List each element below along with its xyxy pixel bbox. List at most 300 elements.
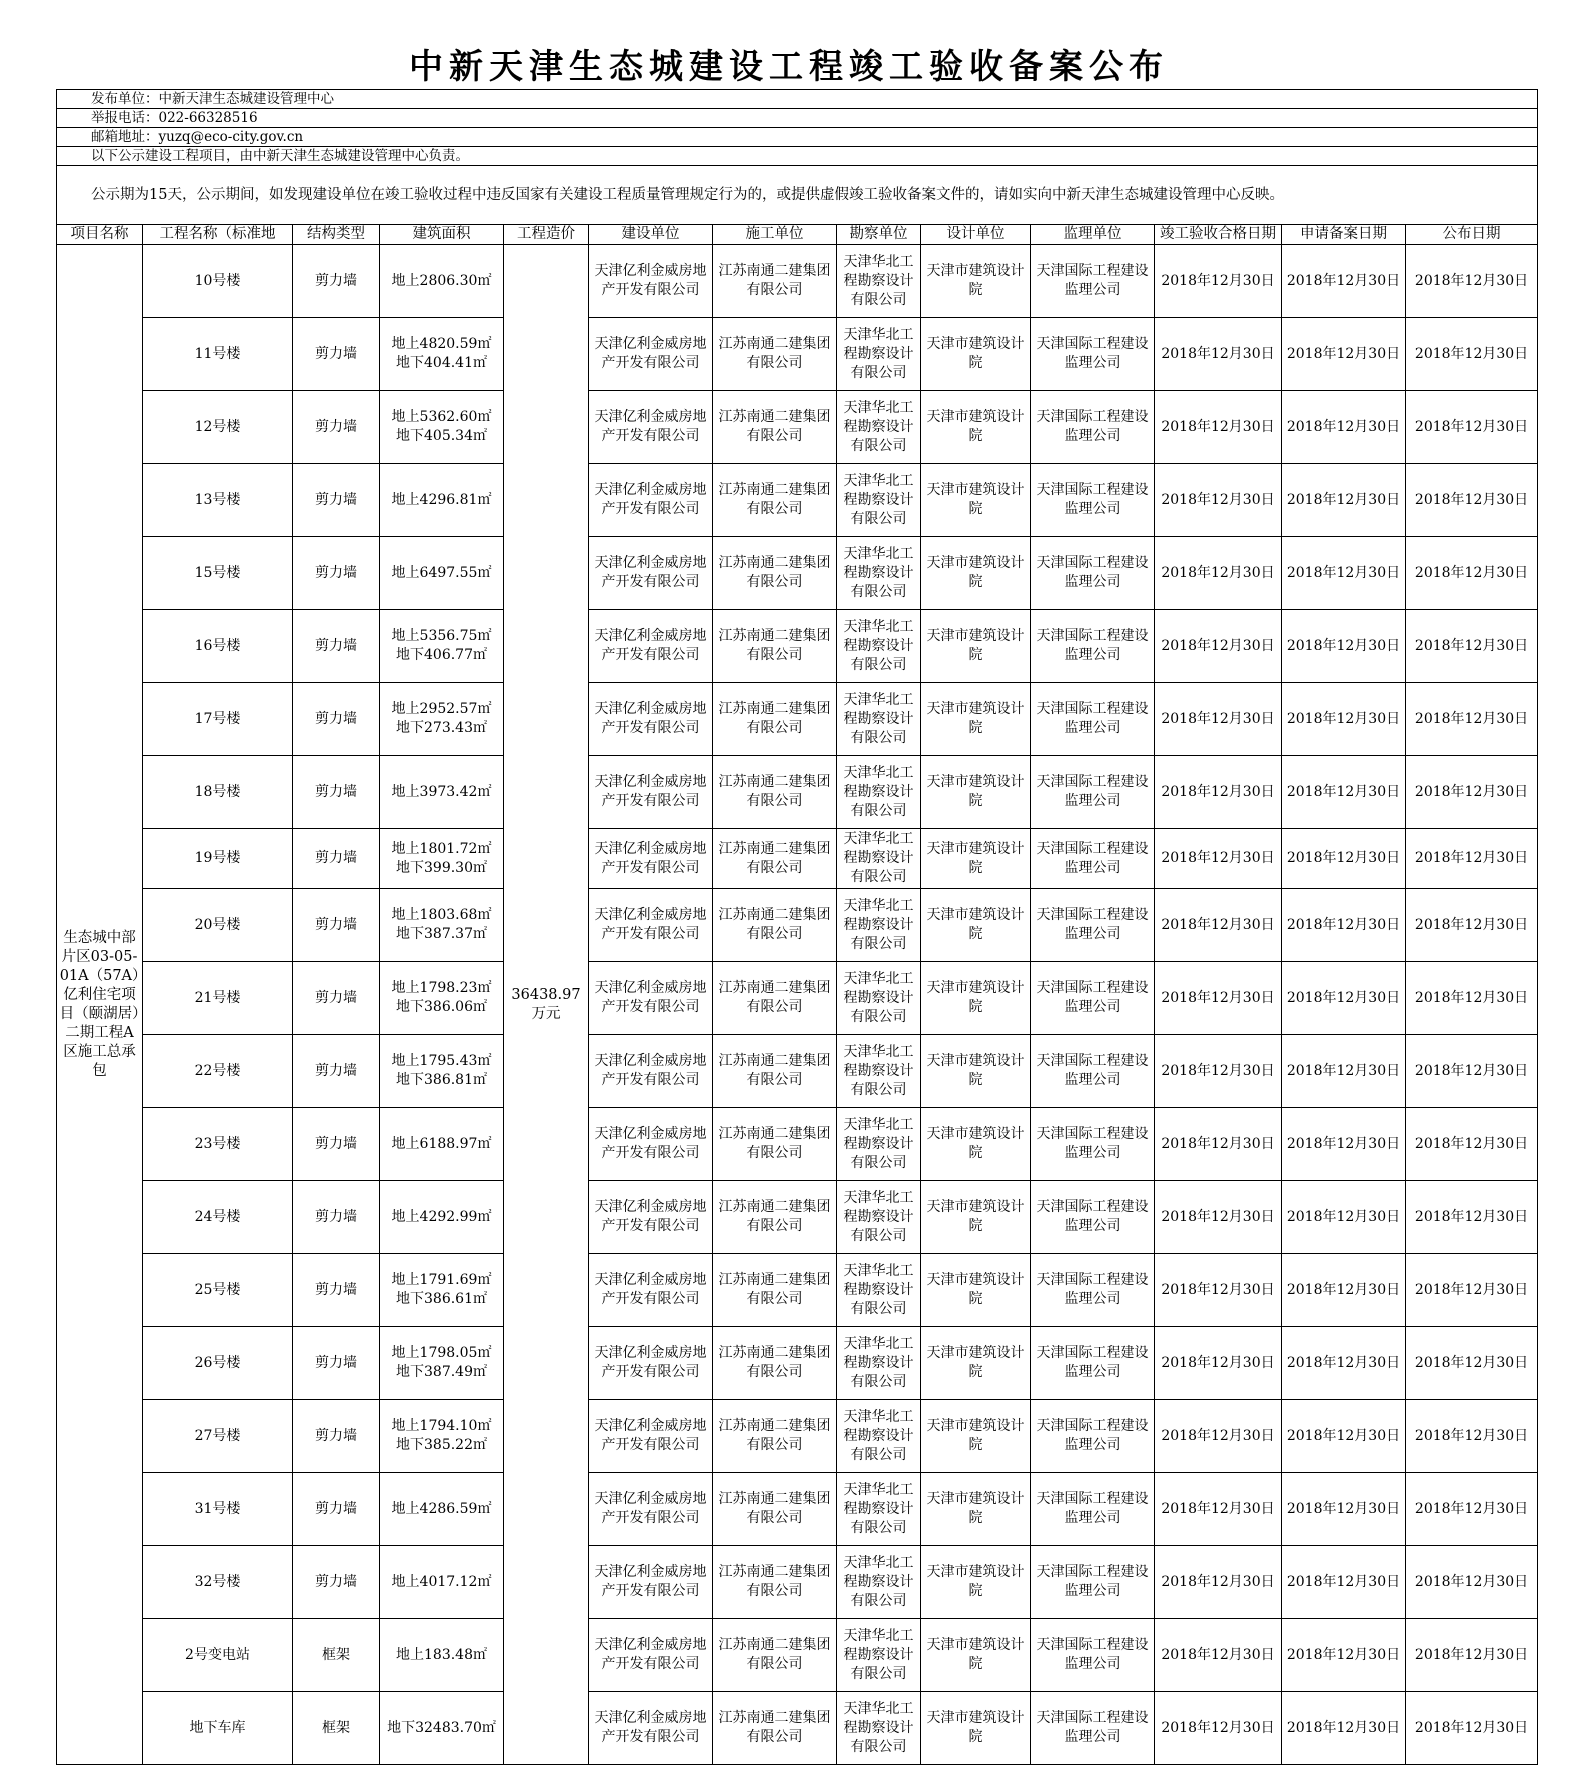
area-above-ground: 地上4292.99㎡ [391, 1208, 492, 1225]
surveyor-cell: 天津华北工程勘察设计有限公司 [837, 1473, 921, 1546]
area-above-ground: 地上4296.81㎡ [391, 491, 492, 508]
designer-cell: 天津市建筑设计院 [921, 391, 1031, 464]
builder-cell: 天津亿利金威房地产开发有限公司 [589, 1035, 713, 1108]
designer-cell: 天津市建筑设计院 [921, 683, 1031, 756]
area-above-ground: 地上2806.30㎡ [391, 272, 492, 289]
apply-date-cell: 2018年12月30日 [1282, 1181, 1406, 1254]
accept-date-cell: 2018年12月30日 [1155, 1254, 1282, 1327]
designer-cell: 天津市建筑设计院 [921, 537, 1031, 610]
builder-cell: 天津亿利金威房地产开发有限公司 [589, 1108, 713, 1181]
structure-cell: 剪力墙 [293, 1035, 380, 1108]
table-row [57, 1473, 1538, 1546]
contractor-cell: 江苏南通二建集团有限公司 [713, 683, 837, 756]
publish-date-cell: 2018年12月30日 [1406, 1181, 1538, 1254]
builder-cell: 天津亿利金威房地产开发有限公司 [589, 1181, 713, 1254]
apply-date-cell: 2018年12月30日 [1282, 464, 1406, 537]
apply-date-cell: 2018年12月30日 [1282, 683, 1406, 756]
supervisor-cell: 天津国际工程建设监理公司 [1031, 245, 1155, 318]
table-row [57, 610, 1538, 683]
apply-date-cell: 2018年12月30日 [1282, 391, 1406, 464]
supervisor-cell: 天津国际工程建设监理公司 [1031, 889, 1155, 962]
surveyor-cell: 天津华北工程勘察设计有限公司 [837, 962, 921, 1035]
builder-cell: 天津亿利金威房地产开发有限公司 [589, 1400, 713, 1473]
builder-cell: 天津亿利金威房地产开发有限公司 [589, 1619, 713, 1692]
supervisor-cell: 天津国际工程建设监理公司 [1031, 537, 1155, 610]
area-cell [380, 610, 504, 683]
surveyor-cell: 天津华北工程勘察设计有限公司 [837, 537, 921, 610]
publish-date-cell: 2018年12月30日 [1406, 1692, 1538, 1765]
area-below-ground: 地下385.22㎡ [396, 1437, 487, 1453]
area-cell [380, 829, 504, 889]
contractor-cell: 江苏南通二建集团有限公司 [713, 1400, 837, 1473]
surveyor-cell: 天津华北工程勘察设计有限公司 [837, 683, 921, 756]
page-title: 中新天津生态城建设工程竣工验收备案公布 [409, 47, 1169, 87]
col-header: 施工单位 [713, 225, 837, 245]
contractor-cell: 江苏南通二建集团有限公司 [713, 610, 837, 683]
name-cell: 18号楼 [143, 756, 293, 829]
contractor-cell: 江苏南通二建集团有限公司 [713, 1181, 837, 1254]
surveyor-cell: 天津华北工程勘察设计有限公司 [837, 1546, 921, 1619]
area-above-ground: 地上5362.60㎡ [391, 409, 492, 425]
table-row [57, 1400, 1538, 1473]
apply-date-cell: 2018年12月30日 [1282, 318, 1406, 391]
table-row [57, 537, 1538, 610]
table-row [57, 1254, 1538, 1327]
area-below-ground: 地下404.41㎡ [396, 355, 487, 371]
area-cell [380, 889, 504, 962]
structure-cell: 框架 [293, 1692, 380, 1765]
structure-cell: 框架 [293, 1619, 380, 1692]
table-row [57, 1546, 1538, 1619]
contractor-cell: 江苏南通二建集团有限公司 [713, 889, 837, 962]
structure-cell: 剪力墙 [293, 391, 380, 464]
table-row [57, 1035, 1538, 1108]
accept-date-cell: 2018年12月30日 [1155, 245, 1282, 318]
surveyor-cell: 天津华北工程勘察设计有限公司 [837, 829, 921, 889]
contractor-cell: 江苏南通二建集团有限公司 [713, 1473, 837, 1546]
name-cell: 16号楼 [143, 610, 293, 683]
contractor-cell: 江苏南通二建集团有限公司 [713, 1692, 837, 1765]
area-above-ground: 地上1795.43㎡ [391, 1053, 492, 1069]
structure-cell: 剪力墙 [293, 829, 380, 889]
area-cell [380, 537, 504, 610]
designer-cell: 天津市建筑设计院 [921, 1692, 1031, 1765]
publish-date-cell: 2018年12月30日 [1406, 1619, 1538, 1692]
surveyor-cell: 天津华北工程勘察设计有限公司 [837, 610, 921, 683]
contractor-cell: 江苏南通二建集团有限公司 [713, 318, 837, 391]
name-cell: 15号楼 [143, 537, 293, 610]
area-above-ground: 地上4017.12㎡ [391, 1573, 492, 1590]
col-header: 建设单位 [589, 225, 713, 245]
accept-date-cell: 2018年12月30日 [1155, 1108, 1282, 1181]
surveyor-cell: 天津华北工程勘察设计有限公司 [837, 318, 921, 391]
area-below-ground: 地下273.43㎡ [396, 720, 487, 736]
supervisor-cell: 天津国际工程建设监理公司 [1031, 1473, 1155, 1546]
supervisor-cell: 天津国际工程建设监理公司 [1031, 318, 1155, 391]
contractor-cell: 江苏南通二建集团有限公司 [713, 1327, 837, 1400]
structure-cell: 剪力墙 [293, 318, 380, 391]
area-cell [380, 1108, 504, 1181]
acceptance-table [56, 89, 1538, 1765]
structure-cell: 剪力墙 [293, 245, 380, 318]
accept-date-cell: 2018年12月30日 [1155, 537, 1282, 610]
table-row [57, 683, 1538, 756]
publish-date-cell: 2018年12月30日 [1406, 889, 1538, 962]
area-above-ground: 地上1803.68㎡ [391, 907, 492, 923]
publish-date-cell: 2018年12月30日 [1406, 1400, 1538, 1473]
phone-line: 举报电话：022-66328516 [57, 109, 1538, 128]
area-cell [380, 391, 504, 464]
accept-date-cell: 2018年12月30日 [1155, 756, 1282, 829]
table-row [57, 829, 1538, 889]
surveyor-cell: 天津华北工程勘察设计有限公司 [837, 245, 921, 318]
col-header: 勘察单位 [837, 225, 921, 245]
contractor-cell: 江苏南通二建集团有限公司 [713, 1546, 837, 1619]
designer-cell: 天津市建筑设计院 [921, 1108, 1031, 1181]
apply-date-cell: 2018年12月30日 [1282, 1254, 1406, 1327]
accept-date-cell: 2018年12月30日 [1155, 1619, 1282, 1692]
publish-date-cell: 2018年12月30日 [1406, 245, 1538, 318]
publish-date-cell: 2018年12月30日 [1406, 962, 1538, 1035]
project-name-cell: 生态城中部片区03-05-01A（57A）亿利住宅项目（颐湖居）二期工程A区施工总承包 [57, 245, 143, 1765]
surveyor-cell: 天津华北工程勘察设计有限公司 [837, 1108, 921, 1181]
surveyor-cell: 天津华北工程勘察设计有限公司 [837, 889, 921, 962]
publish-date-cell: 2018年12月30日 [1406, 1254, 1538, 1327]
apply-date-cell: 2018年12月30日 [1282, 1035, 1406, 1108]
col-header: 项目名称 [57, 225, 143, 245]
apply-date-cell: 2018年12月30日 [1282, 962, 1406, 1035]
supervisor-cell: 天津国际工程建设监理公司 [1031, 962, 1155, 1035]
builder-cell: 天津亿利金威房地产开发有限公司 [589, 464, 713, 537]
surveyor-cell: 天津华北工程勘察设计有限公司 [837, 1035, 921, 1108]
accept-date-cell: 2018年12月30日 [1155, 829, 1282, 889]
supervisor-cell: 天津国际工程建设监理公司 [1031, 683, 1155, 756]
area-cell [380, 1400, 504, 1473]
area-below-ground: 地下399.30㎡ [396, 859, 487, 876]
structure-cell: 剪力墙 [293, 1108, 380, 1181]
area-below-ground: 地下405.34㎡ [396, 428, 487, 444]
apply-date-cell: 2018年12月30日 [1282, 1546, 1406, 1619]
area-cell [380, 1619, 504, 1692]
accept-date-cell: 2018年12月30日 [1155, 610, 1282, 683]
area-above-ground: 地下32483.70㎡ [387, 1719, 496, 1736]
designer-cell: 天津市建筑设计院 [921, 318, 1031, 391]
table-row [57, 962, 1538, 1035]
structure-cell: 剪力墙 [293, 537, 380, 610]
area-cell [380, 683, 504, 756]
structure-cell: 剪力墙 [293, 1546, 380, 1619]
contractor-cell: 江苏南通二建集团有限公司 [713, 245, 837, 318]
area-below-ground: 地下406.77㎡ [396, 647, 487, 663]
table-row [57, 1108, 1538, 1181]
apply-date-cell: 2018年12月30日 [1282, 245, 1406, 318]
publish-date-cell: 2018年12月30日 [1406, 1327, 1538, 1400]
surveyor-cell: 天津华北工程勘察设计有限公司 [837, 464, 921, 537]
area-cell [380, 318, 504, 391]
supervisor-cell: 天津国际工程建设监理公司 [1031, 829, 1155, 889]
accept-date-cell: 2018年12月30日 [1155, 1181, 1282, 1254]
builder-cell: 天津亿利金威房地产开发有限公司 [589, 391, 713, 464]
table-row [57, 1619, 1538, 1692]
area-above-ground: 地上1794.10㎡ [391, 1418, 492, 1434]
publish-date-cell: 2018年12月30日 [1406, 1035, 1538, 1108]
apply-date-cell: 2018年12月30日 [1282, 537, 1406, 610]
area-below-ground: 地下386.06㎡ [396, 999, 487, 1015]
publish-date-cell: 2018年12月30日 [1406, 1473, 1538, 1546]
project-cost-cell: 36438.97万元 [504, 245, 589, 1765]
accept-date-cell: 2018年12月30日 [1155, 683, 1282, 756]
publish-date-cell: 2018年12月30日 [1406, 756, 1538, 829]
builder-cell: 天津亿利金威房地产开发有限公司 [589, 1254, 713, 1327]
accept-date-cell: 2018年12月30日 [1155, 1473, 1282, 1546]
surveyor-cell: 天津华北工程勘察设计有限公司 [837, 756, 921, 829]
supervisor-cell: 天津国际工程建设监理公司 [1031, 1181, 1155, 1254]
publish-date-cell: 2018年12月30日 [1406, 1546, 1538, 1619]
apply-date-cell: 2018年12月30日 [1282, 1327, 1406, 1400]
name-cell: 25号楼 [143, 1254, 293, 1327]
designer-cell: 天津市建筑设计院 [921, 1327, 1031, 1400]
area-above-ground: 地上1798.23㎡ [391, 980, 492, 996]
supervisor-cell: 天津国际工程建设监理公司 [1031, 1254, 1155, 1327]
accept-date-cell: 2018年12月30日 [1155, 1400, 1282, 1473]
apply-date-cell: 2018年12月30日 [1282, 829, 1406, 889]
publish-date-cell: 2018年12月30日 [1406, 464, 1538, 537]
accept-date-cell: 2018年12月30日 [1155, 1546, 1282, 1619]
area-cell [380, 1035, 504, 1108]
structure-cell: 剪力墙 [293, 1400, 380, 1473]
col-header: 工程造价 [504, 225, 589, 245]
name-cell: 13号楼 [143, 464, 293, 537]
designer-cell: 天津市建筑设计院 [921, 829, 1031, 889]
name-cell: 21号楼 [143, 962, 293, 1035]
supervisor-cell: 天津国际工程建设监理公司 [1031, 1692, 1155, 1765]
contractor-cell: 江苏南通二建集团有限公司 [713, 391, 837, 464]
designer-cell: 天津市建筑设计院 [921, 1473, 1031, 1546]
builder-cell: 天津亿利金威房地产开发有限公司 [589, 683, 713, 756]
name-cell: 19号楼 [143, 829, 293, 889]
name-cell: 32号楼 [143, 1546, 293, 1619]
structure-cell: 剪力墙 [293, 1181, 380, 1254]
builder-cell: 天津亿利金威房地产开发有限公司 [589, 1327, 713, 1400]
supervisor-cell: 天津国际工程建设监理公司 [1031, 1327, 1155, 1400]
accept-date-cell: 2018年12月30日 [1155, 318, 1282, 391]
area-below-ground: 地下386.81㎡ [396, 1072, 487, 1088]
builder-cell: 天津亿利金威房地产开发有限公司 [589, 1546, 713, 1619]
builder-cell: 天津亿利金威房地产开发有限公司 [589, 1692, 713, 1765]
contractor-cell: 江苏南通二建集团有限公司 [713, 829, 837, 889]
builder-cell: 天津亿利金威房地产开发有限公司 [589, 756, 713, 829]
col-header: 设计单位 [921, 225, 1031, 245]
supervisor-cell: 天津国际工程建设监理公司 [1031, 1546, 1155, 1619]
col-header: 监理单位 [1031, 225, 1155, 245]
designer-cell: 天津市建筑设计院 [921, 1619, 1031, 1692]
builder-cell: 天津亿利金威房地产开发有限公司 [589, 829, 713, 889]
designer-cell: 天津市建筑设计院 [921, 1546, 1031, 1619]
supervisor-cell: 天津国际工程建设监理公司 [1031, 1035, 1155, 1108]
structure-cell: 剪力墙 [293, 1473, 380, 1546]
apply-date-cell: 2018年12月30日 [1282, 1619, 1406, 1692]
contractor-cell: 江苏南通二建集团有限公司 [713, 1254, 837, 1327]
builder-cell: 天津亿利金威房地产开发有限公司 [589, 318, 713, 391]
area-above-ground: 地上2952.57㎡ [391, 701, 492, 717]
structure-cell: 剪力墙 [293, 889, 380, 962]
publisher-line: 发布单位：中新天津生态城建设管理中心 [57, 90, 1538, 109]
supervisor-cell: 天津国际工程建设监理公司 [1031, 1400, 1155, 1473]
surveyor-cell: 天津华北工程勘察设计有限公司 [837, 1400, 921, 1473]
apply-date-cell: 2018年12月30日 [1282, 1400, 1406, 1473]
table-row [57, 1181, 1538, 1254]
table-row [57, 1692, 1538, 1765]
area-cell [380, 1254, 504, 1327]
designer-cell: 天津市建筑设计院 [921, 245, 1031, 318]
designer-cell: 天津市建筑设计院 [921, 1181, 1031, 1254]
accept-date-cell: 2018年12月30日 [1155, 962, 1282, 1035]
surveyor-cell: 天津华北工程勘察设计有限公司 [837, 391, 921, 464]
designer-cell: 天津市建筑设计院 [921, 962, 1031, 1035]
email-line: 邮箱地址：yuzq@eco-city.gov.cn [57, 128, 1538, 147]
name-cell: 22号楼 [143, 1035, 293, 1108]
structure-cell: 剪力墙 [293, 610, 380, 683]
accept-date-cell: 2018年12月30日 [1155, 464, 1282, 537]
apply-date-cell: 2018年12月30日 [1282, 1108, 1406, 1181]
publish-date-cell: 2018年12月30日 [1406, 829, 1538, 889]
table-row [57, 245, 1538, 318]
builder-cell: 天津亿利金威房地产开发有限公司 [589, 889, 713, 962]
name-cell: 27号楼 [143, 1400, 293, 1473]
accept-date-cell: 2018年12月30日 [1155, 889, 1282, 962]
publish-date-cell: 2018年12月30日 [1406, 610, 1538, 683]
contractor-cell: 江苏南通二建集团有限公司 [713, 1108, 837, 1181]
surveyor-cell: 天津华北工程勘察设计有限公司 [837, 1692, 921, 1765]
publish-date-cell: 2018年12月30日 [1406, 683, 1538, 756]
publish-date-cell: 2018年12月30日 [1406, 391, 1538, 464]
area-above-ground: 地上3973.42㎡ [391, 783, 492, 800]
builder-cell: 天津亿利金威房地产开发有限公司 [589, 962, 713, 1035]
name-cell: 23号楼 [143, 1108, 293, 1181]
structure-cell: 剪力墙 [293, 1327, 380, 1400]
designer-cell: 天津市建筑设计院 [921, 464, 1031, 537]
contractor-cell: 江苏南通二建集团有限公司 [713, 537, 837, 610]
surveyor-cell: 天津华北工程勘察设计有限公司 [837, 1181, 921, 1254]
area-above-ground: 地上1801.72㎡ [391, 840, 492, 857]
responsibility-line: 以下公示建设工程项目，由中新天津生态城建设管理中心负责。 [57, 147, 1538, 166]
col-header: 公布日期 [1406, 225, 1538, 245]
area-above-ground: 地上5356.75㎡ [391, 628, 492, 644]
name-cell: 26号楼 [143, 1327, 293, 1400]
area-above-ground: 地上4820.59㎡ [391, 336, 492, 352]
area-above-ground: 地上6497.55㎡ [391, 564, 492, 581]
area-cell [380, 1473, 504, 1546]
name-cell: 20号楼 [143, 889, 293, 962]
designer-cell: 天津市建筑设计院 [921, 610, 1031, 683]
builder-cell: 天津亿利金威房地产开发有限公司 [589, 1473, 713, 1546]
col-header: 申请备案日期 [1282, 225, 1406, 245]
table-row [57, 464, 1538, 537]
contractor-cell: 江苏南通二建集团有限公司 [713, 1035, 837, 1108]
supervisor-cell: 天津国际工程建设监理公司 [1031, 610, 1155, 683]
name-cell: 31号楼 [143, 1473, 293, 1546]
designer-cell: 天津市建筑设计院 [921, 1035, 1031, 1108]
table-row [57, 318, 1538, 391]
area-below-ground: 地下387.37㎡ [396, 926, 487, 942]
notice-text: 公示期为15天，公示期间，如发现建设单位在竣工验收过程中违反国家有关建设工程质量管理规定行为的，或提供虚假竣工验收备案文件的，请如实向中新天津生态城建设管理中心反映。 [57, 166, 1538, 225]
accept-date-cell: 2018年12月30日 [1155, 1035, 1282, 1108]
structure-cell: 剪力墙 [293, 464, 380, 537]
name-cell: 17号楼 [143, 683, 293, 756]
apply-date-cell: 2018年12月30日 [1282, 756, 1406, 829]
area-cell [380, 962, 504, 1035]
table-row [57, 756, 1538, 829]
name-cell: 11号楼 [143, 318, 293, 391]
area-above-ground: 地上1791.69㎡ [391, 1272, 492, 1288]
name-cell: 10号楼 [143, 245, 293, 318]
designer-cell: 天津市建筑设计院 [921, 1400, 1031, 1473]
col-header: 竣工验收合格日期 [1155, 225, 1282, 245]
supervisor-cell: 天津国际工程建设监理公司 [1031, 391, 1155, 464]
header-row [57, 225, 1538, 245]
table-row [57, 1327, 1538, 1400]
contractor-cell: 江苏南通二建集团有限公司 [713, 756, 837, 829]
area-cell [380, 756, 504, 829]
designer-cell: 天津市建筑设计院 [921, 756, 1031, 829]
col-header: 建筑面积 [380, 225, 504, 245]
contractor-cell: 江苏南通二建集团有限公司 [713, 962, 837, 1035]
designer-cell: 天津市建筑设计院 [921, 1254, 1031, 1327]
area-cell [380, 245, 504, 318]
surveyor-cell: 天津华北工程勘察设计有限公司 [837, 1327, 921, 1400]
surveyor-cell: 天津华北工程勘察设计有限公司 [837, 1619, 921, 1692]
area-below-ground: 地下387.49㎡ [396, 1364, 487, 1380]
table-row [57, 889, 1538, 962]
supervisor-cell: 天津国际工程建设监理公司 [1031, 756, 1155, 829]
area-cell [380, 1692, 504, 1765]
contractor-cell: 江苏南通二建集团有限公司 [713, 464, 837, 537]
accept-date-cell: 2018年12月30日 [1155, 1692, 1282, 1765]
name-cell: 12号楼 [143, 391, 293, 464]
apply-date-cell: 2018年12月30日 [1282, 889, 1406, 962]
publish-date-cell: 2018年12月30日 [1406, 537, 1538, 610]
structure-cell: 剪力墙 [293, 962, 380, 1035]
area-below-ground: 地下386.61㎡ [396, 1291, 487, 1307]
supervisor-cell: 天津国际工程建设监理公司 [1031, 1619, 1155, 1692]
structure-cell: 剪力墙 [293, 683, 380, 756]
area-above-ground: 地上183.48㎡ [396, 1646, 487, 1663]
apply-date-cell: 2018年12月30日 [1282, 1692, 1406, 1765]
publish-date-cell: 2018年12月30日 [1406, 1108, 1538, 1181]
designer-cell: 天津市建筑设计院 [921, 889, 1031, 962]
area-above-ground: 地上4286.59㎡ [391, 1500, 492, 1517]
area-cell [380, 1327, 504, 1400]
accept-date-cell: 2018年12月30日 [1155, 1327, 1282, 1400]
builder-cell: 天津亿利金威房地产开发有限公司 [589, 610, 713, 683]
area-cell [380, 464, 504, 537]
apply-date-cell: 2018年12月30日 [1282, 610, 1406, 683]
publish-date-cell: 2018年12月30日 [1406, 318, 1538, 391]
table-row [57, 391, 1538, 464]
apply-date-cell: 2018年12月30日 [1282, 1473, 1406, 1546]
accept-date-cell: 2018年12月30日 [1155, 391, 1282, 464]
surveyor-cell: 天津华北工程勘察设计有限公司 [837, 1254, 921, 1327]
area-cell [380, 1181, 504, 1254]
supervisor-cell: 天津国际工程建设监理公司 [1031, 464, 1155, 537]
structure-cell: 剪力墙 [293, 1254, 380, 1327]
name-cell: 24号楼 [143, 1181, 293, 1254]
name-cell: 2号变电站 [143, 1619, 293, 1692]
builder-cell: 天津亿利金威房地产开发有限公司 [589, 245, 713, 318]
structure-cell: 剪力墙 [293, 756, 380, 829]
col-header: 工程名称（标准地 [143, 225, 293, 245]
supervisor-cell: 天津国际工程建设监理公司 [1031, 1108, 1155, 1181]
